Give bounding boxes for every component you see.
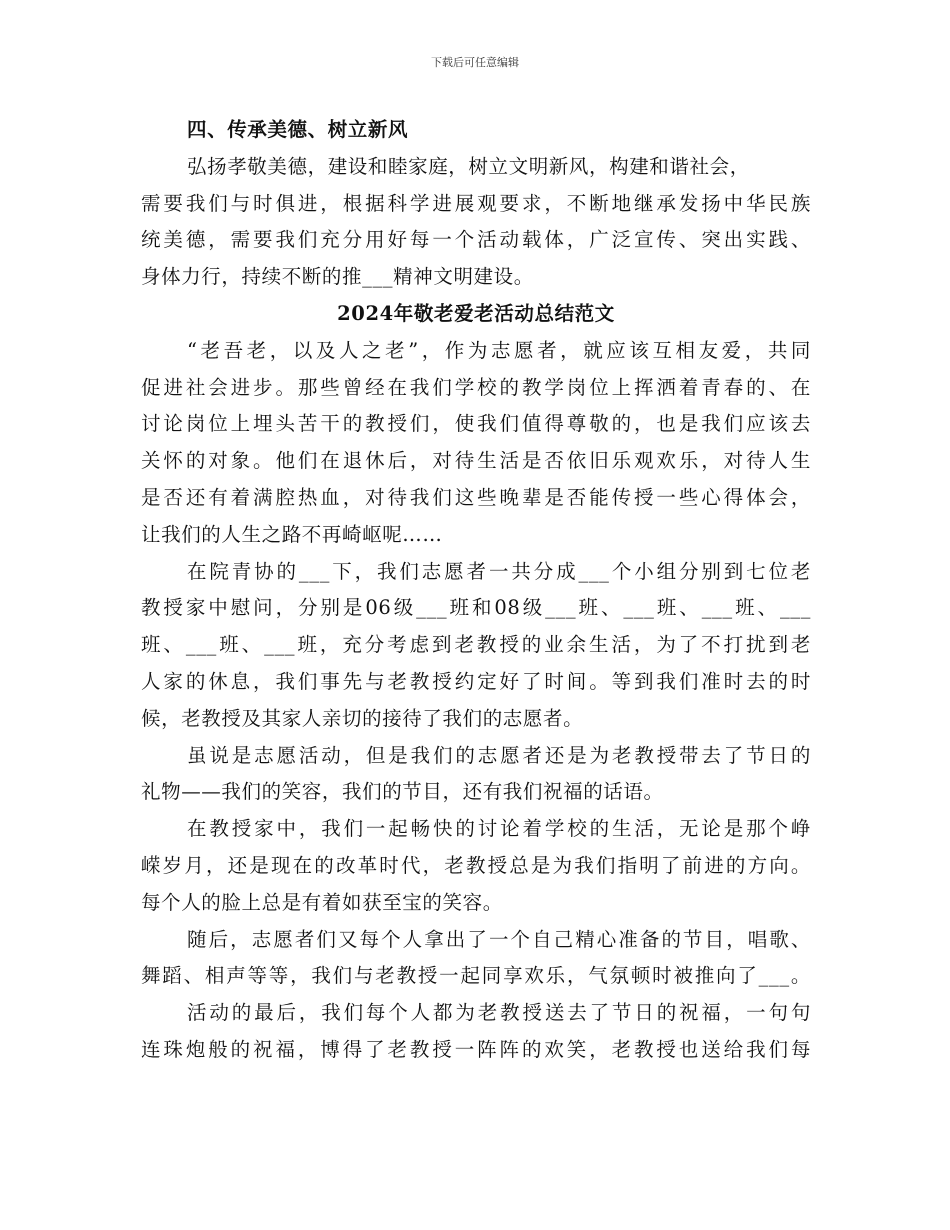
paragraph-line: 虽说是志愿活动，但是我们的志愿者还是为老教授带去了节日的 [187, 743, 811, 767]
paragraph-line: 是否还有着满腔热血，对待我们这些晚辈是否能传授一些心得体会， [141, 485, 811, 509]
paragraph-line: 让我们的人生之路不再崎岖呢…… [141, 522, 443, 546]
paragraph-line: 活动的最后，我们每个人都为老教授送去了节日的祝福，一句句 [187, 1001, 811, 1025]
paragraph-line: 身体力行，持续不断的推___精神文明建设。 [141, 265, 534, 289]
paragraph-line: 舞蹈、相声等等，我们与老教授一起同享欢乐，气氛顿时被推向了___。 [141, 964, 811, 988]
page-header-note: 下载后可任意编辑 [431, 56, 519, 69]
paragraph-line: 连珠炮般的祝福，博得了老教授一阵阵的欢笑，老教授也送给我们每 [141, 1037, 811, 1061]
paragraph-line: “老吾老，以及人之老”，作为志愿者，就应该互相友爱，共同 [187, 338, 811, 362]
document-title: 2024年敬老爱老活动总结范文 [337, 301, 615, 325]
paragraph-6 [141, 995, 811, 1069]
paragraph-line: 需要我们与时俱进，根据科学进展观要求，不断地继承发扬中华民族 [141, 191, 811, 215]
paragraph-line: 每个人的脸上总是有着如获至宝的笑容。 [141, 890, 503, 914]
paragraph-line: 在院青协的___下，我们志愿者一共分成___个小组分别到七位老 [187, 559, 811, 583]
section-heading: 四、传承美德、树立新风 [187, 118, 409, 141]
section-paragraph [141, 149, 811, 296]
paragraph-line: 关怀的对象。他们在退休后，对待生活是否依旧乐观欢乐，对待人生 [141, 449, 811, 473]
paragraph-1 [141, 333, 811, 554]
paragraph-line: 随后，志愿者们又每个人拿出了一个自己精心准备的节目，唱歌、 [187, 927, 811, 951]
paragraph-5 [141, 922, 811, 996]
paragraph-line: 在教授家中，我们一起畅快的讨论着学校的生活，无论是那个峥 [187, 817, 811, 841]
paragraph-line: 嵘岁月，还是现在的改革时代，老教授总是为我们指明了前进的方向。 [141, 853, 811, 877]
paragraph-line: 讨论岗位上埋头苦干的教授们，使我们值得尊敬的，也是我们应该去 [141, 412, 811, 436]
document-body [141, 112, 811, 1069]
paragraph-line: 统美德，需要我们充分用好每一个活动载体，广泛宣传、突出实践、 [141, 228, 811, 252]
paragraph-3 [141, 738, 811, 812]
paragraph-line: 候，老教授及其家人亲切的接待了我们的志愿者。 [141, 706, 584, 730]
paragraph-line: 教授家中慰问，分别是06级___班和08级___班、___班、___班、___ [141, 596, 811, 620]
paragraph-4 [141, 811, 811, 921]
paragraph-line: 促进社会进步。那些曾经在我们学校的教学岗位上挥洒着青春的、在 [141, 375, 811, 399]
paragraph-line: 班、___班、___班，充分考虑到老教授的业余生活，为了不打扰到老 [141, 633, 811, 657]
paragraph-2 [141, 554, 811, 738]
paragraph-line: 礼物——我们的笑容，我们的节目，还有我们祝福的话语。 [141, 780, 664, 804]
paragraph-line: 人家的休息，我们事先与老教授约定好了时间。等到我们准时去的时 [141, 669, 811, 693]
paragraph-line: 弘扬孝敬美德，建设和睦家庭，树立文明新风，构建和谐社会， [187, 154, 750, 178]
